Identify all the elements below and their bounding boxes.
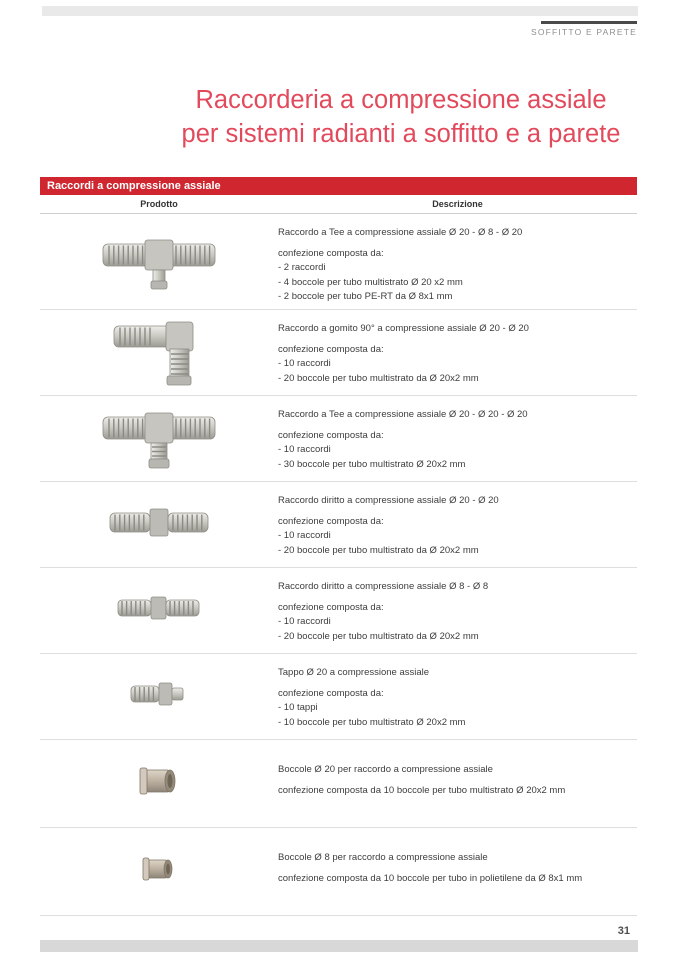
page-title-line2: per sistemi radianti a soffitto e a parete <box>181 119 621 148</box>
description-cell <box>278 396 637 481</box>
description-line: - 20 boccole per tubo multistrato da Ø 20x2 mm <box>278 630 479 642</box>
table-row <box>40 654 637 740</box>
table-row <box>40 396 637 482</box>
description-line: confezione composta da: <box>278 602 384 613</box>
page-number: 31 <box>617 925 630 937</box>
description-line: confezione composta da 10 boccole per tubo in polietilene da Ø 8x1 mm <box>278 873 583 884</box>
description-line: confezione composta da: <box>278 430 384 441</box>
tee-fitting-20-20-20-icon <box>100 401 218 476</box>
description-cell <box>278 482 637 567</box>
table-row <box>40 310 637 396</box>
product-description-title: Raccordo diritto a compressione assiale Ø 20 - Ø 20 <box>278 495 499 506</box>
description-cell <box>278 654 637 739</box>
product-cell <box>40 568 278 653</box>
product-description-title: Raccordo a Tee a compressione assiale Ø 20 - Ø 20 - Ø 20 <box>278 409 528 420</box>
straight-fitting-8-8-icon <box>115 591 203 630</box>
product-description-lines <box>278 687 633 730</box>
top-page-strip <box>42 6 638 16</box>
cap-fitting-20-icon <box>127 676 191 717</box>
table-header <box>40 195 637 214</box>
table-header-descrizione: Descrizione <box>432 199 483 209</box>
product-description-lines <box>278 343 633 386</box>
product-cell <box>40 654 278 739</box>
product-cell <box>40 310 278 395</box>
product-description-title: Raccordo a gomito 90° a compressione assiale Ø 20 - Ø 20 <box>278 323 529 334</box>
table-row <box>40 568 637 654</box>
product-cell <box>40 740 278 827</box>
product-description-title: Boccole Ø 20 per raccordo a compressione assiale <box>278 764 493 775</box>
product-description-lines <box>278 247 633 304</box>
product-description-title: Boccole Ø 8 per raccordo a compressione assiale <box>278 852 488 863</box>
description-line: - 20 boccole per tubo multistrato da Ø 20x2 mm <box>278 372 479 384</box>
section-title-bar <box>40 177 637 195</box>
description-line: - 10 raccordi <box>278 444 331 456</box>
header-rule <box>541 21 637 24</box>
product-description-lines <box>278 601 633 644</box>
product-table <box>40 214 637 916</box>
page-title <box>140 84 662 151</box>
footer-strip <box>40 940 638 952</box>
sleeve-8-icon <box>140 855 178 888</box>
elbow-90-fitting-icon <box>109 312 209 393</box>
description-cell <box>278 214 637 309</box>
description-line: - 20 boccole per tubo multistrato da Ø 20x2 mm <box>278 544 479 556</box>
page-title-line1: Raccorderia a compressione assiale <box>195 86 607 114</box>
description-line: confezione composta da: <box>278 248 384 259</box>
description-line: confezione composta da: <box>278 516 384 527</box>
product-description-title: Raccordo a Tee a compressione assiale Ø 20 - Ø 8 - Ø 20 <box>278 227 523 238</box>
section-header-label: SOFFITTO E PARETE <box>530 27 637 37</box>
product-description-lines <box>278 784 633 798</box>
product-description-title: Tappo Ø 20 a compressione assiale <box>278 667 430 678</box>
table-header-prodotto: Prodotto <box>140 199 178 209</box>
table-row <box>40 214 637 310</box>
product-cell <box>40 482 278 567</box>
description-line: - 10 raccordi <box>278 616 331 628</box>
description-cell <box>278 310 637 395</box>
product-cell <box>40 828 278 915</box>
tee-fitting-20-8-20-icon <box>100 226 218 297</box>
description-line: - 10 raccordi <box>278 358 331 370</box>
description-line: confezione composta da 10 boccole per tubo multistrato Ø 20x2 mm <box>278 785 566 796</box>
description-line: - 10 raccordi <box>278 530 331 542</box>
product-description-lines <box>278 429 633 472</box>
product-cell <box>40 396 278 481</box>
description-line: - 10 tappi <box>278 702 318 714</box>
description-cell <box>278 740 637 827</box>
description-line: confezione composta da: <box>278 344 384 355</box>
description-line: confezione composta da: <box>278 688 384 699</box>
product-cell <box>40 214 278 309</box>
description-line: - 10 boccole per tubo multistrato Ø 20x2 mm <box>278 716 466 728</box>
section-title-label: Raccordi a compressione assiale <box>47 180 221 192</box>
description-line: - 2 boccole per tubo PE-RT da Ø 8x1 mm <box>278 290 453 302</box>
table-row <box>40 828 637 916</box>
description-cell <box>278 568 637 653</box>
product-description-lines <box>278 515 633 558</box>
product-description-title: Raccordo diritto a compressione assiale Ø 8 - Ø 8 <box>278 581 489 592</box>
table-row <box>40 740 637 828</box>
description-line: - 2 raccordi <box>278 262 326 274</box>
table-row <box>40 482 637 568</box>
sleeve-20-icon <box>136 764 182 803</box>
description-line: - 30 boccole per tubo multistrato Ø 20x2 mm <box>278 458 466 470</box>
product-description-lines <box>278 872 633 886</box>
description-line: - 4 boccole per tubo multistrato Ø 20 x2 mm <box>278 276 463 288</box>
description-cell <box>278 828 637 915</box>
straight-fitting-20-20-icon <box>107 502 211 547</box>
